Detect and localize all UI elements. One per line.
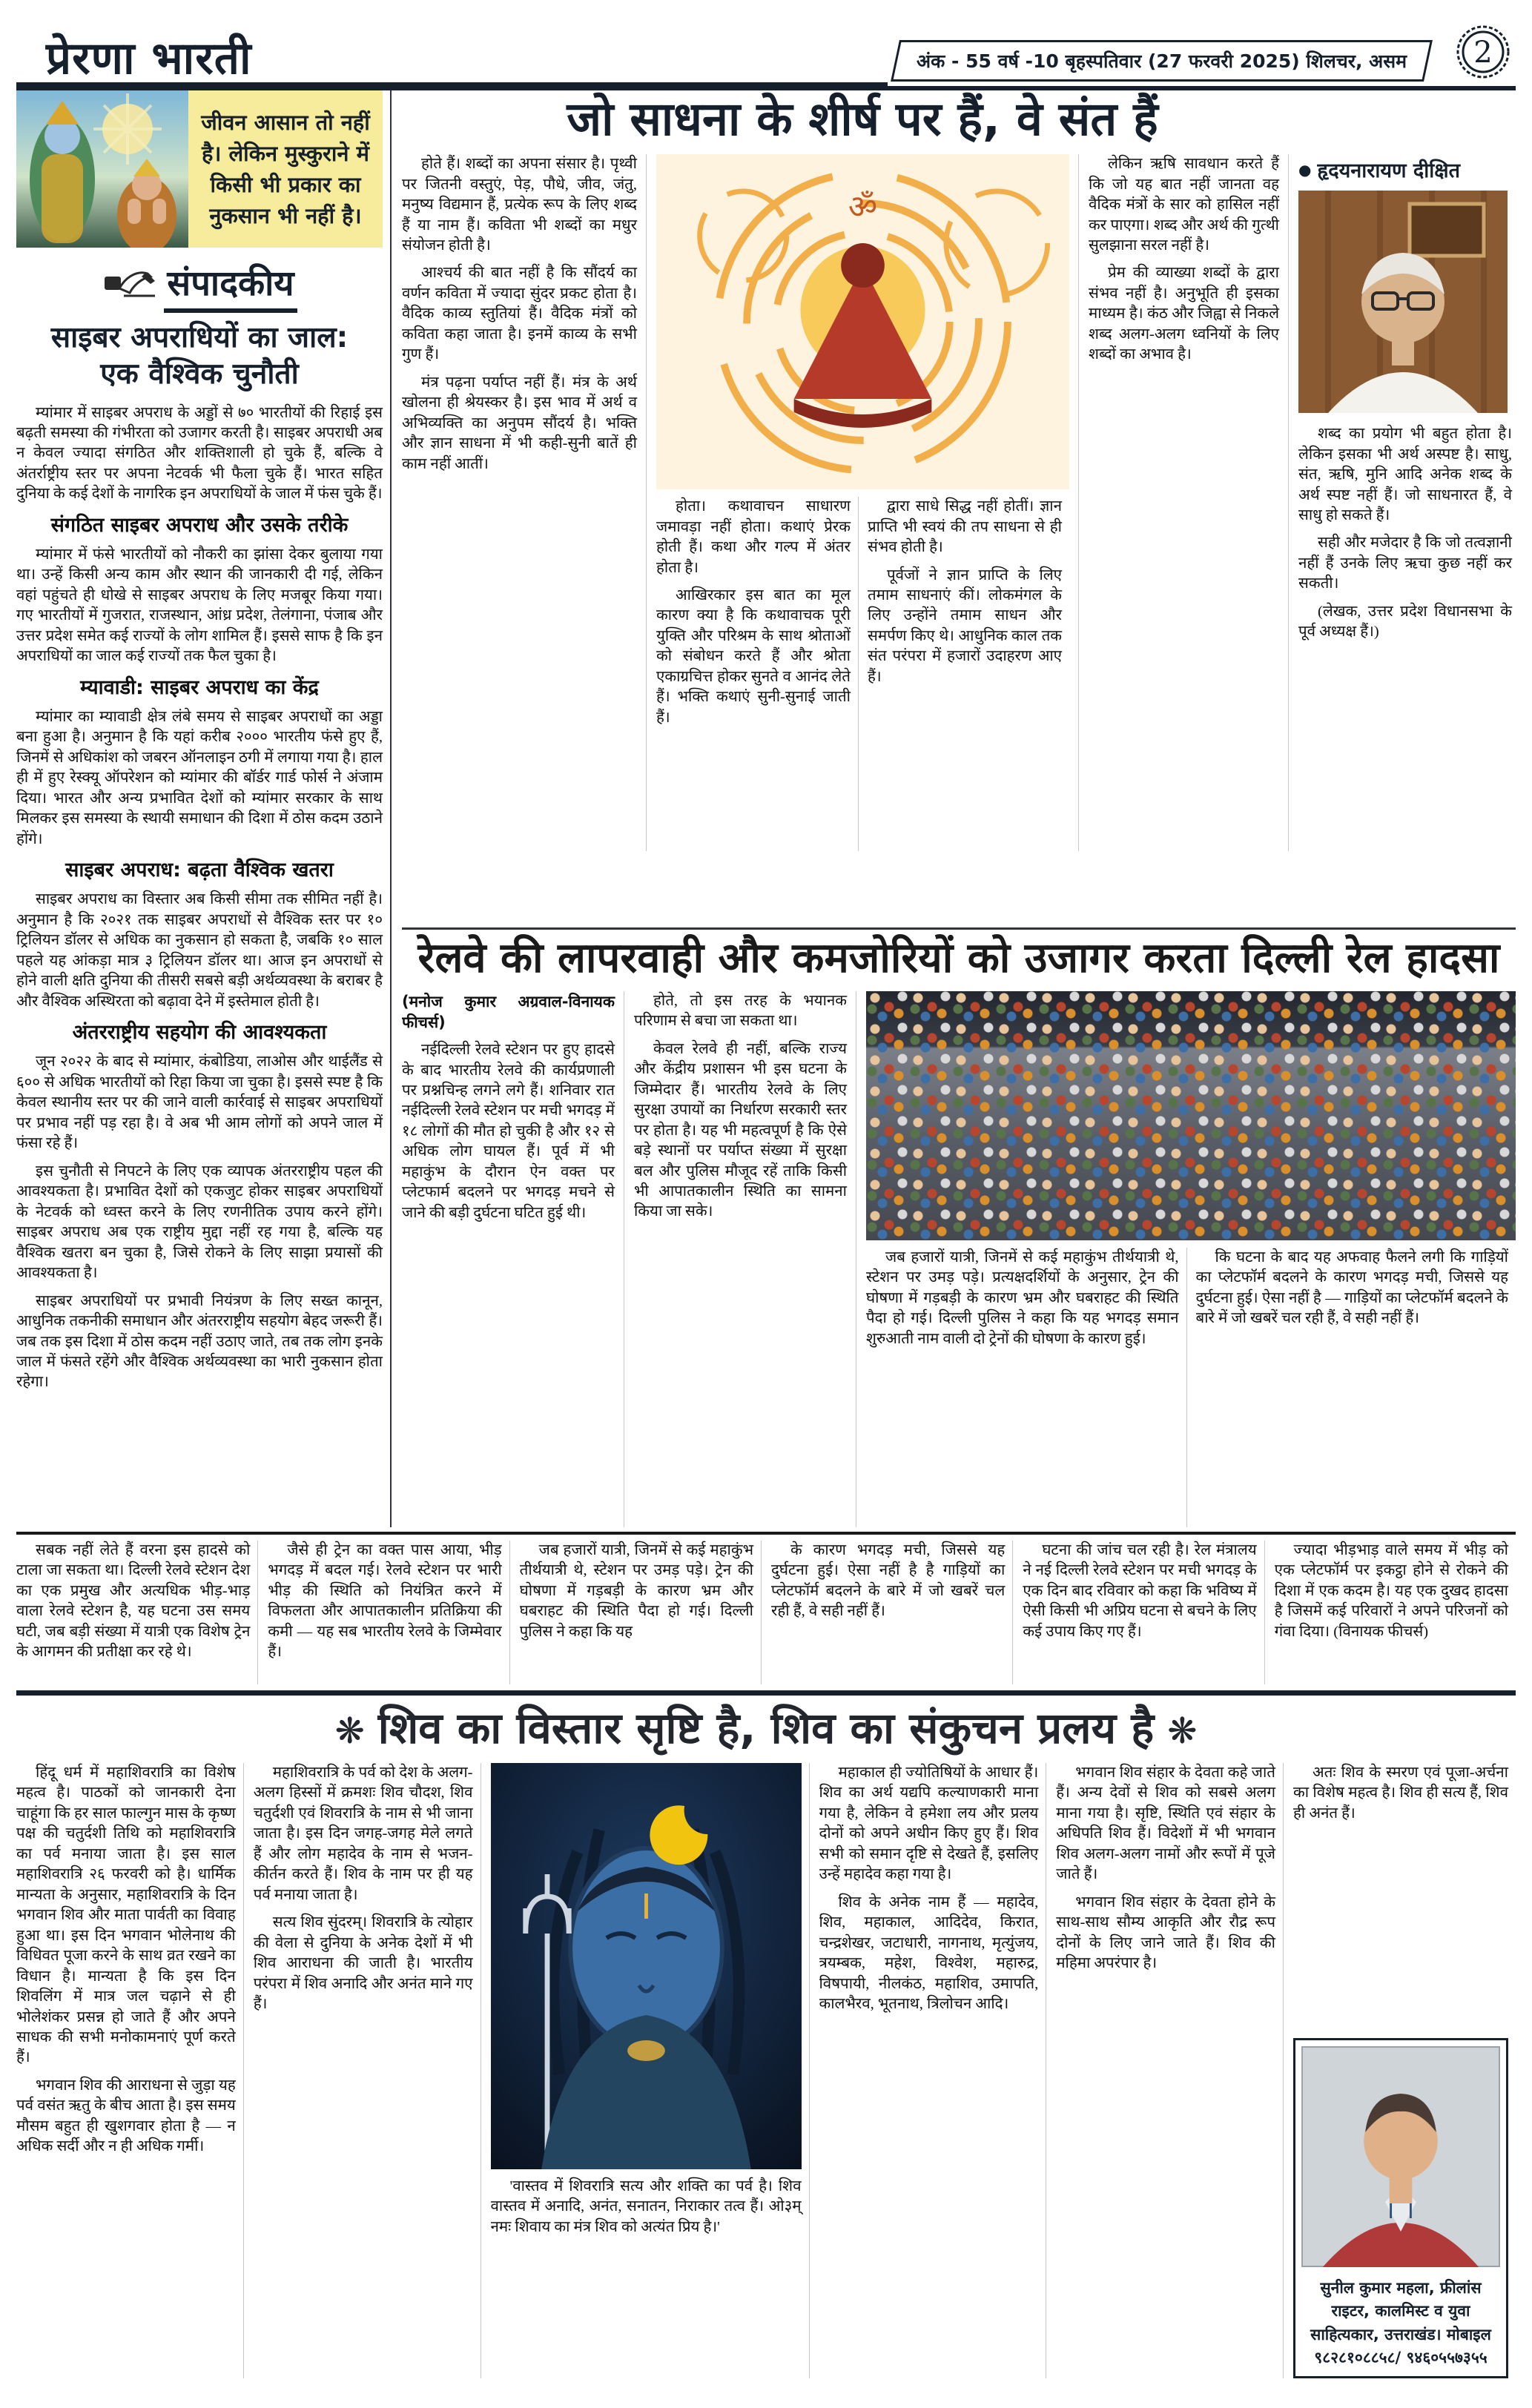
shiva-headline <box>16 1703 1516 1753</box>
editorial-section-label: संपादकीय <box>164 258 297 313</box>
paragraph: साइबर अपराध का विस्तार अब किसी सीमा तक सीमित नहीं है। अनुमान है कि २०२१ तक साइबर अपराधों से वैश्विक स्तर पर १० ट्रिलियन डॉलर से अधिक का नुकसान हो सकता है, जबकि १० साल पहले यह आंकड़ा मात्र ३ ट्रिलियन डॉलर था। आज इन अपराधों से होने वाली क्षति दुनिया की तीसरी सबसे बड़ी अर्थव्यवस्था के बराबर है और वैश्विक अस्थिरता को बढ़ावा देने में इस्तेमाल होती है। <box>16 891 383 1010</box>
paragraph: हिंदू धर्म में महाशिवरात्रि का विशेष महत्व है। पाठकों को जानकारी देना चाहूंगा कि हर साल फाल्गुन मास के कृष्ण पक्ष की चतुर्दशी तिथि को महाशिवरात्रि का पर्व मनाया जाता है। इस साल महाशिवरात्रि २६ फरवरी को है। धार्मिक मान्यता के अनुसार, महाशिवरात्रि के दिन भगवान शिव और माता पार्वती का विवाह हुआ था। इस दिन भगवान भोलेनाथ की विधिवत पूजा करने के साथ व्रत रखने का विधान है। मान्यता है कि इस दिन शिवलिंग में मात्र जल चढ़ाने से ही भोलेशंकर प्रसन्न हो जाते हैं और अपने साधक की सभी मनोकामनाएं पूर्ण करते हैं। <box>16 1764 236 2066</box>
flower-ornament-icon: ❋ <box>334 1710 365 1752</box>
masthead-rule <box>260 82 888 86</box>
shiva-art-image <box>491 1763 802 2169</box>
band-column-3 <box>520 1541 762 1684</box>
author-photo-sunil <box>1301 2046 1500 2267</box>
paragraph: भगवान शिव की आराधना से जुड़ा यह पर्व वसंत ऋतु के बीच आता है। इस समय मौसम बहुत ही खुशगवार होता है — न अधिक सर्दी और न ही अधिक गर्मी। <box>16 2077 236 2155</box>
subheadline: संगठित साइबर अपराध और उसके तरीके <box>50 513 349 537</box>
quote-text: जीवन आसान तो नहीं है। लेकिन मुस्कुराने में किसी भी प्रकार का नुकसान भी नहीं है। <box>201 109 370 229</box>
paragraph: सत्य शिव सुंदरम्। शिवरात्रि के त्योहार की वेला से दुनिया के अनेक देशों में भी शिव आराधना की जाती है। भारतीय परंपरा में शिव अनादि और अनंत माने गए हैं। <box>253 1914 473 2013</box>
left-strip <box>16 90 392 1527</box>
railway-column-1 <box>402 991 624 1527</box>
paragraph: महाशिवरात्रि के पर्व को देश के अलग-अलग हिस्सों में क्रमशः शिव चौदश, शिव चतुर्दशी एवं शिवरात्रि के नाम से भी जाना जाता है। इस दिन जगह-जगह मेले लगते हैं और लोग महादेव के नाम से भजन-कीर्तन करते हैं। शिव के नाम पर ही यह पर्व मनाया जाता है। <box>253 1764 473 1903</box>
paragraph: इस चुनौती से निपटने के लिए एक व्यापक अंतरराष्ट्रीय पहल की आवश्यकता है। प्रभावित देशों को एकजुट होकर साइबर अपराधियों के नेटवर्क को ध्वस्त करने के लिए रणनीतिक उपाय करने होंगे। साइबर अपराध अब एक राष्ट्रीय मुद्दा नहीं रह गया है, बल्कि यह वैश्विक खतरा बन चुका है, जिसे रोकने के लिए साझा प्रयासों की आवश्यकता है। <box>16 1162 383 1282</box>
quote-box <box>16 90 383 248</box>
saint-column-4 <box>1089 154 1289 851</box>
paragraph: म्यांमार का म्यावाडी क्षेत्र लंबे समय से साइबर अपराधों का अड्डा बना हुआ है। अनुमान है कि यहां करीब २००० भारतीय फंसे हुए हैं, जिनमें से अधिकांश को जबरन ऑनलाइन ठगी में लगाया गया है। हाल ही में हुए रेस्क्यू ऑपरेशन को म्यांमार की बॉर्डर गार्ड फोर्स ने अंजाम दिया। भारत और अन्य प्रभावित देशों को म्यांमार सरकार के साथ मिलकर इस समस्या के स्थायी समाधान की दिशा में ठोस कदम उठाने होंगे। <box>16 709 383 847</box>
shiva-article <box>16 1697 1516 2408</box>
paragraph: द्वारा साधे सिद्ध नहीं होतीं। ज्ञान प्राप्ति भी स्वयं की तप साधना से ही संभव होती है। <box>868 498 1062 556</box>
editorial-headline-line1: साइबर अपराधियों का जाल: <box>50 321 349 354</box>
issue-line: अंक - 55 वर्ष -10 बृहस्पतिवार (27 फरवरी 2025) शिलचर, असम <box>916 50 1407 72</box>
saint-author-column <box>1298 154 1521 851</box>
paragraph: के कारण भगदड़ मची, जिससे यह दुर्घटना हुई। ऐसा नहीं है है गाड़ियों का प्लेटफॉर्म बदलने के बारे में जो खबरें चल रही हैं, वे सही नहीं हैं। <box>770 1542 1006 1620</box>
subheadline: साइबर अपराध: बढ़ता वैश्विक खतरा <box>65 859 334 882</box>
meditation-art-image <box>656 154 1069 489</box>
paragraph: अतः शिव के स्मरण एवं पूजा-अर्चना का विशेष महत्व है। शिव ही सत्य हैं, शिव ही अनंत हैं। <box>1293 1764 1508 1822</box>
paragraph: (मनोज कुमार अग्रवाल-विनायक फीचर्स) <box>402 992 615 1031</box>
saint-center-block <box>656 154 1079 851</box>
band-column-6 <box>1275 1541 1516 1684</box>
paragraph: केवल रेलवे ही नहीं, बल्कि राज्य और केंद्रीय प्रशासन भी इस घटना के जिम्मेदार हैं। भारतीय रेलवे के लिए सुरक्षा उपायों का निर्धारण सरकारी स्तर पर होता है। यह भी महत्वपूर्ण है कि ऐसे बड़े स्थानों पर पर्याप्त संख्या में सुरक्षा बल और पुलिस मौजूद रहें ताकि किसी भी आपातकालीन स्थिति का सामना किया जा सके। <box>634 1040 847 1220</box>
saint-column-1 <box>402 154 647 851</box>
saint-article <box>402 90 1516 930</box>
saint-author-name: हृदयनारायण दीक्षित <box>1317 159 1460 183</box>
krishna-arjuna-image <box>16 90 188 248</box>
saint-byline <box>1298 156 1512 183</box>
shiva-author-column <box>1293 1763 1516 2378</box>
paragraph: जैसे ही ट्रेन का वक्त पास आया, भीड़ भगदड़ में बदल गई। रेलवे स्टेशन पर भारी भीड़ की स्थिति को नियंत्रित करने में विफलता और आपातकालीन प्रतिक्रिया की कमी — यह सब भारतीय रेलवे के जिम्मेवार हैं। <box>268 1542 502 1661</box>
paragraph: (लेखक, उत्तर प्रदेश विधानसभा के पूर्व अध्यक्ष हैं।) <box>1298 603 1512 641</box>
saint-headline: जो साधना के शीर्ष पर हैं, वे संत हैं <box>567 92 1158 146</box>
masthead <box>16 13 1516 90</box>
paragraph: मंत्र पढ़ना पर्याप्त नहीं हैं। मंत्र के अर्थ खोलना ही श्रेयस्कर है। इस भाव में अर्थ व अभिव्यक्ति का अनुपम सौंदर्य है। भक्ति और ज्ञान साधना में भी कही-सुनी बातें ही काम नहीं आतीं। <box>402 374 637 472</box>
editorial-body <box>16 403 383 1393</box>
railway-column-2 <box>634 991 856 1527</box>
paragraph: लेकिन ऋषि सावधान करते हैं कि जो यह बात नहीं जानता वह वैदिक मंत्रों के सार को हासिल नहीं कर पाएगा। शब्द और अर्थ की गुत्थी सुलझाना सरल नहीं है। <box>1089 156 1279 254</box>
band-column-1 <box>16 1541 258 1684</box>
paragraph: ज्यादा भीड़भाड़ वाले समय में भीड़ को एक प्लेटफॉर्म पर इकट्ठा होने से रोकने की दिशा में एक कदम है। यह एक दुखद हादसा है जिसमें कई परिवारों ने अपने परिजनों को गंवा दिया। (विनायक फीचर्स) <box>1274 1542 1508 1640</box>
paragraph: साइबर अपराधियों पर प्रभावी नियंत्रण के लिए सख्त कानून, आधुनिक तकनीकी समाधान और अंतरराष्ट्रीय सहयोग बेहद जरूरी हैं। जब तक इस दिशा में ठोस कदम नहीं उठाए जाते, तब तक लोग इनके जाल में फंसते रहेंगे और वैश्विक अर्थव्यवस्था का भारी नुकसान होता रहेगा। <box>16 1292 383 1391</box>
paper-name: प्रेरणा भारती <box>16 36 260 86</box>
subheadline: म्यावाडी: साइबर अपराध का केंद्र <box>80 675 319 699</box>
paragraph: पूर्वजों ने ज्ञान प्राप्ति के लिए तमाम साधनाएं कीं। लोकमंगल के लिए उन्होंने तमाम साधन और समर्पण किए थे। आधुनिक काल तक संत परंपरा में हजारों उदाहरण आए हैं। <box>868 566 1062 685</box>
editorial-headline <box>16 320 383 393</box>
paragraph: म्यांमार में फंसे भारतीयों को नौकरी का झांसा देकर बुलाया गया था। उन्हें किसी अन्य काम और स्थान की जानकारी दी गई, लेकिन वहां पहुंचते ही धोखे से साइबर अपराध के लिए मजबूर किया गया। गए भारतीयों में गुजरात, राजस्थान, आंध्र प्रदेश, तेलंगाना, पंजाब और उत्तर प्रदेश समेत कई राज्यों के लोग शामिल हैं। इससे साफ है कि इन अपराधियों का जाल कई राज्यों तक फैल चुका है। <box>16 546 383 665</box>
paragraph: जून २०२२ के बाद से म्यांमार, कंबोडिया, लाओस और थाईलैंड से ६०० से अधिक भारतीयों को रिहा किया जा चुका है। इससे स्पष्ट है कि केवल स्थानीय स्तर पर की जाने वाली कार्रवाई से साइबर अपराधियों पर प्रभाव नहीं पड़ रहा है। वे अब भी आम लोगों को अपने जाल में फंसा रहे हैं। <box>16 1054 383 1152</box>
shiva-column-2 <box>254 1763 481 2378</box>
paragraph: म्यांमार में साइबर अपराध के अड्डों से ७० भारतीयों की रिहाई इस बढ़ती समस्या की गंभीरता को उजागर करती है। साइबर अपराधी अब न केवल ज्यादा संगठित और शक्तिशाली हो चुके हैं, बल्कि वे अंतर्राष्ट्रीय स्तर पर अपना नेटवर्क भी फैला चुके हैं। भारत सहित दुनिया के कई देशों के नागरिक इन अपराधियों के जाल में फंस चुके हैं। <box>16 404 383 503</box>
railway-column-3 <box>866 1248 1187 1527</box>
paragraph: जब हजारों यात्री, जिनमें से कई महाकुंभ तीर्थयात्री थे, स्टेशन पर उमड़ पड़े। ट्रेन की घोषणा में गड़बड़ी के कारण भ्रम और घबराहट की स्थिति पैदा हो गई। दिल्ली पुलिस ने कहा कि यह <box>519 1542 753 1640</box>
svg-text:ॐ: ॐ <box>848 188 878 227</box>
paragraph: जब हजारों यात्री, जिनमें से कई महाकुंभ तीर्थयात्री थे, स्टेशन पर उमड़ पड़े। प्रत्यक्षदर्शियों के अनुसार, ट्रेन की घोषणा में गड़बड़ी के कारण भ्रम और घबराहट की स्थिति पैदा हो गई। दिल्ली पुलिस ने कहा कि यह भगदड़ समान शुरुआती नाम वाली दो ट्रेनों की घोषणा के कारण हुई। <box>866 1248 1179 1347</box>
shiva-column-4 <box>819 1763 1047 2378</box>
paragraph: आखिरकार इस बात का मूल कारण क्या है कि कथावाचक पूरी युक्ति और परिश्रम के साथ श्रोताओं को संबोधन करते हैं और श्रोता एकाग्रचित्त होकर सुनते व आनंद लेते हैं। भक्ति कथाएं सुनी-सुनाई जाती हैं। <box>656 587 851 726</box>
paragraph: होते हैं। शब्दों का अपना संसार है। पृथ्वी पर जितनी वस्तुएं, पेड़, पौधे, जीव, जंतु, मनुष्य विद्यमान हैं, प्रत्येक रूप के लिए शब्द हैं या नाम हैं। कविता भी शब्दों का मधुर संयोजन होती है। <box>402 156 637 254</box>
paragraph: 'वास्तव में शिवरात्रि सत्य और शक्ति का पर्व है। शिव वास्तव में अनादि, अनंत, सनातन, निराकार तत्व हैं। ओ३म् नमः शिवाय का मंत्र शिव को अत्यंत प्रिय है।' <box>490 2177 802 2235</box>
bullet-icon: ● <box>1298 160 1312 179</box>
paragraph: शिव के अनेक नाम हैं — महादेव, शिव, महाकाल, आदिदेव, किरात, चन्द्रशेखर, जटाधारी, नागनाथ, मृत्युंजय, त्रयम्बक, महेश, विश्वेश, महारुद्र, विषपायी, नीलकंठ, महाशिव, उमापति, कालभैरव, भूतनाथ, त्रिलोचन आदि। <box>819 1893 1039 2013</box>
paragraph: भगवान शिव संहार के देवता कहे जाते हैं। अन्य देवों से शिव को सबसे अलग माना गया है। सृष्टि, स्थिति एवं संहार के अधिपति शिव हैं। विदेशों में भी भगवान शिव अलग-अलग नामों और रूपों में पूजे जाते हैं। <box>1056 1764 1275 1883</box>
shiva-column-6 <box>1293 1763 1508 1831</box>
page-number: 2 <box>1473 36 1493 70</box>
paragraph: होते, तो इस तरह के भयानक परिणाम से बचा जा सकता था। <box>634 992 847 1030</box>
paragraph: नईदिल्ली रेलवे स्टेशन पर हुए हादसे के बाद भारतीय रेलवे की कार्यप्रणाली पर प्रश्नचिन्ह लगने लगे हैं। शनिवार रात नईदिल्ली रेलवे स्टेशन पर मची भगदड़ में १८ लोगों की मौत हो चुकी है और १२ से अधिक लोग घायल हैं। पूर्व में भी महाकुंभ के दौरान ऐन वक्त पर प्लेटफार्म बदलने पर भगदड़ मचने से जाने की बड़ी दुर्घटना घटित हुई थी। <box>402 1042 615 1221</box>
paragraph: भगवान शिव संहार के देवता होने के साथ-साथ सौम्य आकृति और रौद्र रूप दोनों के लिए जाने जाते हैं। शिव की महिमा अपरंपार है। <box>1056 1893 1275 1972</box>
paragraph: आश्चर्य की बात नहीं है कि सौंदर्य का वर्णन कविता में ज्यादा सुंदर प्रकट होता है। वैदिक काव्य स्तुतियां हैं। वैदिक मंत्रों को कविता कहा जाता है। इनमें काव्य के सभी गुण हैं। <box>402 265 637 363</box>
paragraph: सही और मजेदार है कि जो तत्वज्ञानी नहीं हैं उनके लिए ऋचा कुछ नहीं कर सकती। <box>1298 535 1512 592</box>
railway-right-block <box>866 991 1516 1527</box>
railway-column-4 <box>1196 1248 1516 1527</box>
railway-crowd-photo <box>866 991 1516 1240</box>
shiva-author-caption: सुनील कुमार महला, फ्रीलांस राइटर, कालमिस्ट व युवा साहित्यकार, उत्तराखंड। मोबाइल ९८२८१०८८५८/ ९४६०५५७३५५ <box>1310 2278 1491 2367</box>
issue-box <box>891 40 1433 82</box>
shiva-headline-text: शिव का विस्तार सृष्टि है, शिव का संकुचन प्रलय है <box>377 1703 1155 1753</box>
shiva-column-5 <box>1056 1763 1284 2378</box>
paragraph: महाकाल ही ज्योतिषियों के आधार हैं। शिव का अर्थ यद्यपि कल्याणकारी माना गया है, लेकिन वे हमेशा लय और प्रलय दोनों को अपने अधीन किए हुए हैं। शिव सभी को समान दृष्टि से देखते हैं, इसलिए उन्हें महादेव कहा गया है। <box>819 1764 1039 1883</box>
flower-ornament-icon: ❋ <box>1167 1710 1198 1752</box>
shiva-column-3 <box>491 2177 802 2245</box>
paragraph: शब्द का प्रयोग भी बहुत होता है। लेकिन इसका भी अर्थ अस्पष्ट है। साधु, संत, ऋषि, मुनि आदि अनेक शब्द के अर्थ स्पष्ट नहीं हैं। जो साधनारत हैं, वे साधु हो सकते हैं। <box>1298 426 1512 524</box>
editorial-headline-line2: एक वैश्विक चुनौती <box>100 357 299 391</box>
page-number-seal <box>1455 24 1511 80</box>
shiva-image-column <box>491 1763 810 2378</box>
band-column-4 <box>771 1541 1013 1684</box>
railway-headline: रेलवे की लापरवाही और कमजोरियों को उजागर करता दिल्ली रेल हादसा <box>417 934 1500 982</box>
shiva-column-1 <box>16 1763 244 2378</box>
right-zone <box>402 90 1516 1527</box>
band-column-2 <box>268 1541 509 1684</box>
author-photo-hridaynarayan <box>1298 191 1508 413</box>
paragraph: कि घटना के बाद यह अफवाह फैलने लगी कि गाड़ियों का प्लेटफॉर्म बदलने के कारण भगदड़ मची, जिससे यह दुर्घटना हुई। ऐसा नहीं है — गाड़ियों का प्लेटफॉर्म बदलने के बारे में जो खबरें चल रही हैं, वे सही नहीं हैं। <box>1195 1248 1508 1327</box>
section-divider-rule <box>16 1690 1516 1696</box>
railway-article <box>402 930 1516 1527</box>
saint-column-5 <box>1298 424 1512 643</box>
hand-pen-icon <box>102 266 156 305</box>
top-zone <box>16 90 1516 1527</box>
paragraph: प्रेम की व्याख्या शब्दों के द्वारा संभव नहीं है। अनुभूति ही इसका माध्यम है। कंठ और जिह्वा से निकले शब्द अलग-अलग ध्वनियों के लिए शब्दों का अभाव है। <box>1089 265 1279 363</box>
band-column-5 <box>1023 1541 1264 1684</box>
paragraph: होता। कथावाचन साधारण जमावड़ा नहीं होता। कथाएं प्रेरक होती हैं। कथा और गल्प में अंतर होता है। <box>656 498 851 576</box>
paragraph: सबक नहीं लेते हैं वरना इस हादसे को टाला जा सकता था। दिल्ली रेलवे स्टेशन देश का एक प्रमुख और अत्यधिक भीड़-भाड़ वाला रेलवे स्टेशन है, यह घटना उस समय घटी, जब बड़ी संख्या में यात्री एक विशेष ट्रेन के आगमन की प्रतीक्षा कर रहे थे। <box>16 1542 251 1661</box>
railway-band <box>16 1532 1516 1684</box>
shiva-author-card <box>1293 2038 1508 2378</box>
editorial-header <box>16 258 383 313</box>
saint-column-3 <box>868 497 1069 851</box>
paragraph: घटना की जांच चल रही है। रेल मंत्रालय ने नई दिल्ली रेलवे स्टेशन पर मची भगदड़ के एक दिन बाद रविवार को कहा कि भविष्य में ऐसी किसी भी अप्रिय घटना से बचने के लिए कई उपाय किए गए हैं। <box>1023 1542 1257 1640</box>
subheadline: अंतरराष्ट्रीय सहयोग की आवश्यकता <box>72 1021 327 1045</box>
saint-column-2 <box>656 497 859 851</box>
